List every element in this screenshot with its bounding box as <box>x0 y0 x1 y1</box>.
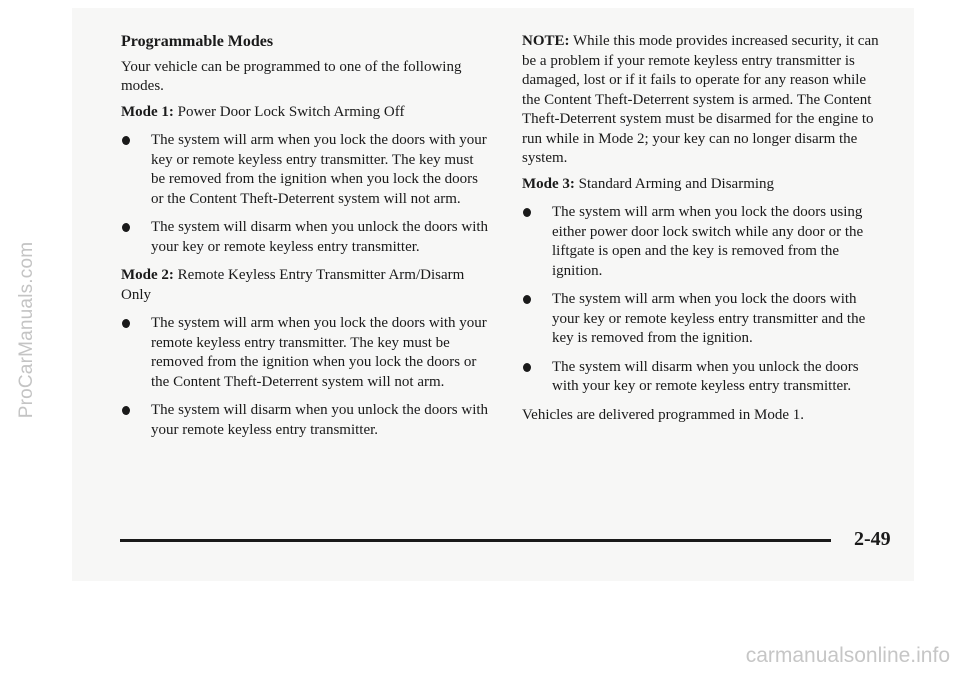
bottom-watermark: carmanualsonline.info <box>745 644 950 667</box>
closing-paragraph: Vehicles are delivered programmed in Mode 1. <box>522 406 804 423</box>
mode-1-title <box>121 103 491 123</box>
bullet-icon <box>523 295 531 304</box>
bullet-text: The system will disarm when you unlock the doors with your key or remote keyless entry transmitter. <box>552 358 859 394</box>
mode-3-label: Mode 3: <box>522 175 575 192</box>
mode-3-title <box>522 175 887 195</box>
footer-rule <box>120 539 831 542</box>
bullet-icon <box>122 319 130 328</box>
bullet-item <box>121 218 491 257</box>
bullet-item <box>522 358 887 397</box>
bullet-text: The system will disarm when you unlock the doors with your remote keyless entry transmitter. <box>151 402 489 438</box>
bullet-text: The system will arm when you lock the doors with your key or remote keyless entry transmitter and the key is removed from the ignition. <box>552 291 866 346</box>
bullet-icon <box>523 363 531 372</box>
note-paragraph <box>522 32 887 169</box>
left-column <box>121 32 491 449</box>
mode-3-name: Standard Arming and Disarming <box>578 175 775 192</box>
bullet-item <box>121 131 491 209</box>
bullet-text: The system will arm when you lock the doors using either power door lock switch while any door or the liftgate is open and the key is removed from the ignition. <box>552 204 864 279</box>
note-text: While this mode provides increased security, it can be a problem if your remote keyless entry transmitter is damaged, lost or if it fails to operate for any reason while the Content Theft-Deterrent system is armed. The Content Theft-Deterrent system must be disarmed for the engine to run while in Mode 2; your key can no longer disarm the system. <box>522 33 879 166</box>
bullet-text: The system will arm when you lock the doors with your remote keyless entry transmitter. The key must be removed from the ignition when you lock the doors or the Content Theft-Deterrent system will not arm. <box>151 315 487 390</box>
bullet-icon <box>122 223 130 232</box>
page-number: 2-49 <box>854 528 891 550</box>
section-heading: Programmable Modes <box>121 33 274 50</box>
bullet-item <box>121 314 491 392</box>
bullet-icon <box>122 136 130 145</box>
bullet-icon <box>523 208 531 217</box>
bullet-item <box>522 290 887 349</box>
bullet-text: The system will arm when you lock the doors with your key or remote keyless entry transmitter. The key must be removed from the ignition when you lock the doors or the Content Theft-Deterrent system will not arm. <box>151 132 487 207</box>
mode-2-title <box>121 266 491 305</box>
mode-1-label: Mode 1: <box>121 103 174 120</box>
right-column <box>522 32 887 431</box>
bullet-item <box>121 401 491 440</box>
bullet-item <box>522 203 887 281</box>
side-watermark: ProCarManuals.com <box>16 241 37 419</box>
mode-2-label: Mode 2: <box>121 267 174 283</box>
mode-2-name: Remote Keyless Entry Transmitter Arm/Disarm Only <box>121 267 465 303</box>
intro-paragraph: Your vehicle can be programmed to one of the following modes. <box>121 58 462 94</box>
mode-1-name: Power Door Lock Switch Arming Off <box>177 103 405 120</box>
note-label: NOTE: <box>522 33 570 49</box>
bullet-icon <box>122 406 130 415</box>
bullet-text: The system will disarm when you unlock the doors with your key or remote keyless entry transmitter. <box>151 219 489 255</box>
